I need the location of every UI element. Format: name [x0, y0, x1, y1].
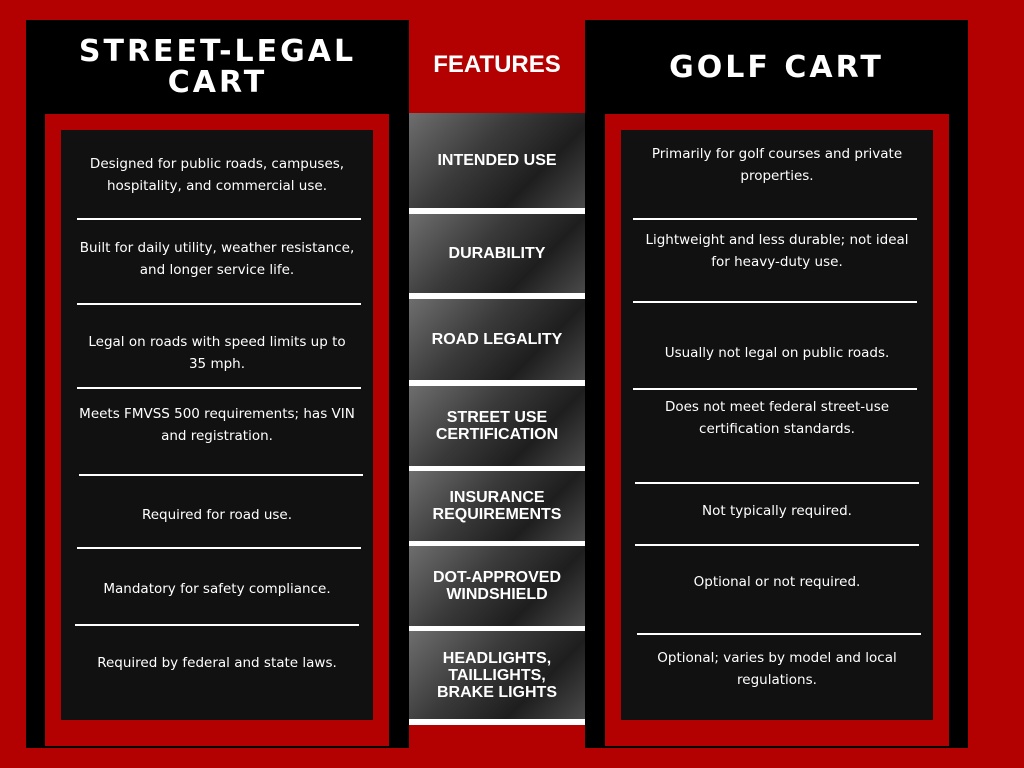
street-legal-row-durability: Built for daily utility, weather resistance, and longer service life. — [79, 240, 355, 278]
golf-cart-row-lights: Optional; varies by model and local regulations. — [657, 650, 897, 688]
street-legal-list — [61, 130, 373, 720]
golf-cart-row-windshield: Optional or not required. — [693, 574, 861, 590]
street-legal-row-lights: Required by federal and state laws. — [97, 655, 337, 671]
street-legal-row-certification: Meets FMVSS 500 requirements; has VIN and registration. — [79, 406, 355, 444]
row-divider — [77, 547, 361, 549]
row-divider — [77, 218, 361, 220]
feature-insurance-requirements: INSURANCE REQUIREMENTS — [409, 471, 585, 541]
golf-cart-row-durability: Lightweight and less durable; not ideal for heavy-duty use. — [645, 232, 909, 270]
street-legal-panel — [26, 20, 409, 748]
row-divider — [77, 387, 361, 389]
row-divider — [77, 303, 361, 305]
golf-cart-title: GOLF CART — [669, 49, 884, 85]
row-divider — [79, 474, 363, 476]
street-legal-title: STREET-LEGAL CART — [78, 34, 357, 100]
features-column — [409, 113, 585, 725]
street-legal-row-windshield: Mandatory for safety compliance. — [103, 581, 331, 597]
feature-street-use-certification: STREET USE CERTIFICATION — [409, 386, 585, 466]
golf-cart-row-road-legality: Usually not legal on public roads. — [664, 345, 890, 361]
golf-cart-list — [621, 130, 933, 720]
golf-cart-row-insurance: Not typically required. — [702, 503, 852, 519]
golf-cart-row-intended-use: Primarily for golf courses and private properties. — [651, 146, 903, 184]
feature-intended-use: INTENDED USE — [409, 113, 585, 208]
features-title: FEATURES — [433, 51, 561, 78]
street-legal-row-insurance: Required for road use. — [141, 507, 293, 523]
feature-road-legality: ROAD LEGALITY — [409, 299, 585, 380]
feature-durability: DURABILITY — [409, 214, 585, 293]
feature-lights: HEADLIGHTS, TAILLIGHTS, BRAKE LIGHTS — [409, 631, 585, 719]
row-divider — [75, 624, 359, 626]
golf-cart-row-certification: Does not meet federal street-use certification standards. — [664, 399, 890, 437]
row-divider — [637, 633, 921, 635]
street-legal-row-intended-use: Designed for public roads, campuses, hospitality, and commercial use. — [89, 156, 345, 194]
feature-dot-windshield: DOT-APPROVED WINDSHIELD — [409, 546, 585, 626]
golf-cart-panel — [585, 20, 968, 748]
row-divider — [635, 544, 919, 546]
row-divider — [633, 301, 917, 303]
street-legal-row-road-legality: Legal on roads with speed limits up to 35 mph. — [88, 334, 346, 372]
